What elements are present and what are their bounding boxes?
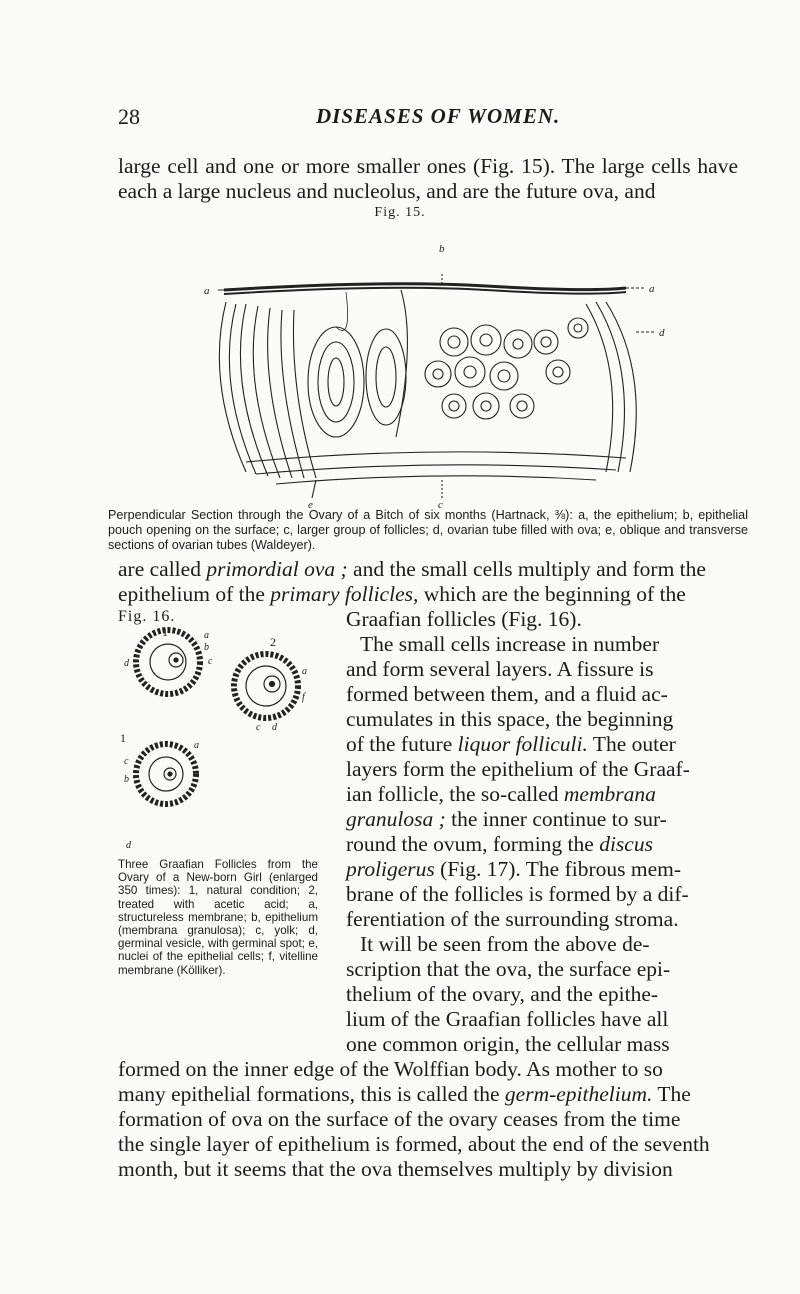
side-line-17 xyxy=(346,1007,668,1032)
paragraph-1: large cell and one or more smaller ones (Fig. 15). The large cells have each a large nucleus and nucleolus, and are the future ova, and xyxy=(118,154,738,203)
fig15-letter-b: b xyxy=(439,243,445,255)
text-run: scription that the ova, the surface epi- xyxy=(346,957,671,981)
fig16-letter-d2: d xyxy=(272,722,277,733)
fig16-letter-d3: d xyxy=(126,840,131,851)
text-run: The xyxy=(652,1082,691,1106)
fig16-number-1b: 1 xyxy=(120,731,126,745)
text-run: lium of the Graafian follicles have all xyxy=(346,1007,669,1031)
text-run: brane of the follicles is formed by a dif- xyxy=(346,882,689,906)
fig16-letter-a2: a xyxy=(302,666,307,677)
side-line-1 xyxy=(346,607,582,632)
side-line-11 xyxy=(346,857,681,882)
side-line-3 xyxy=(346,657,654,682)
fig16-letter-d1: d xyxy=(124,658,129,669)
text-run: ferentiation of the surrounding stroma. xyxy=(346,907,679,931)
text-run: formed between them, and a fluid ac- xyxy=(346,682,668,706)
fig16-letter-b1: b xyxy=(204,642,209,653)
fig16-number-2: 2 xyxy=(270,635,276,649)
italic-term: primary follicles, xyxy=(270,582,419,606)
side-line-13 xyxy=(346,907,679,932)
side-line-5 xyxy=(346,707,673,732)
figure-15-caption: Perpendicular Section through the Ovary of a Bitch of six months (Hartnack, ⅜): a, the epithelium; b, epithelial pouch opening on the surface; c, larger group of follicles; d, ovarian tube filled with ova; e, oblique and transverse sections of ovarian tubes (Waldeyer). xyxy=(108,508,748,552)
side-line-16 xyxy=(346,982,658,1007)
fig15-letter-d: d xyxy=(659,327,665,339)
text-run: thelium of the ovary, and the epithe- xyxy=(346,982,659,1006)
fig15-letter-e: e xyxy=(308,499,313,511)
text-run: It will be seen from the above de- xyxy=(360,932,650,956)
bottom-line-4 xyxy=(118,1132,710,1157)
text-run: which are the beginning of the xyxy=(418,582,686,606)
italic-term: proligerus xyxy=(346,857,435,881)
bottom-line-2 xyxy=(118,1082,691,1107)
side-line-14 xyxy=(360,932,650,957)
bottom-line-5 xyxy=(118,1157,673,1182)
side-line-10 xyxy=(346,832,653,857)
fig16-number-1: 1 xyxy=(162,625,168,639)
figure-16-caption: Three Graafian Follicles from the Ovary of a New-born Girl (enlarged 350 times): 1, natural condition; 2, treated with acetic acid; a, structureless membrane; b, epithelium (membrana granulosa); c, yolk; d, germinal vesicle, with germinal spot; e, nuclei of the epithelial cells; f, vitelline membrane (Kölliker). xyxy=(118,858,318,977)
fig16-letter-b3: b xyxy=(124,774,129,785)
text-run: formed on the inner edge of the Wolffian body. As mother to so xyxy=(118,1057,663,1081)
text-run: the single layer of epithelium is formed, about the end of the seventh xyxy=(118,1132,710,1156)
text-run: and the small cells multiply and form the xyxy=(347,557,706,581)
fig16-letter-c2: c xyxy=(256,722,261,733)
text-run: round the ovum, forming the xyxy=(346,832,600,856)
text-run: are called xyxy=(118,557,207,581)
bottom-line-1 xyxy=(118,1057,663,1082)
side-line-4 xyxy=(346,682,668,707)
page-number: 28 xyxy=(118,104,140,129)
text-run: the inner continue to sur- xyxy=(445,807,667,831)
text-run: (Fig. 17). The fibrous mem- xyxy=(434,857,682,881)
figure-15-ovary-section xyxy=(186,222,676,512)
text-run: The small cells increase in number xyxy=(360,632,660,656)
fig16-letter-a3: a xyxy=(194,740,199,751)
para2-line-2 xyxy=(118,582,686,607)
side-line-7 xyxy=(346,757,690,782)
text-run: cumulates in this space, the beginning xyxy=(346,707,674,731)
fig16-letter-c1: c xyxy=(208,656,213,667)
text-run: layers form the epithelium of the Graaf- xyxy=(346,757,690,781)
text-run: The outer xyxy=(587,732,676,756)
italic-term: germ-epithelium. xyxy=(504,1082,653,1106)
text-run: of the future xyxy=(346,732,458,756)
text-run: ian follicle, the so-called xyxy=(346,782,564,806)
side-line-8 xyxy=(346,782,656,807)
text-run: one common origin, the cellular mass xyxy=(346,1032,670,1056)
figure-16-label: Fig. 16. xyxy=(118,608,176,625)
text-run: month, but it seems that the ova themselves multiply by division xyxy=(118,1157,673,1181)
italic-term: granulosa ; xyxy=(346,807,446,831)
fig16-letter-c3: c xyxy=(124,756,129,767)
italic-term: liquor folliculi. xyxy=(457,732,588,756)
text-run: formation of ova on the surface of the ovary ceases from the time xyxy=(118,1107,681,1131)
side-line-9 xyxy=(346,807,667,832)
fig16-letter-a1: a xyxy=(204,630,209,641)
italic-term: membrana xyxy=(563,782,656,806)
italic-term: discus xyxy=(599,832,653,856)
side-line-15 xyxy=(346,957,670,982)
fig15-letter-a-right: a xyxy=(649,283,655,295)
side-line-2 xyxy=(360,632,659,657)
side-line-6 xyxy=(346,732,676,757)
fig15-letter-c: c xyxy=(438,499,443,511)
italic-term: primordial ova ; xyxy=(206,557,348,581)
side-line-18 xyxy=(346,1032,670,1057)
running-title: DISEASES OF WOMEN. xyxy=(316,104,561,128)
text-run: epithelium of the xyxy=(118,582,271,606)
bottom-line-3 xyxy=(118,1107,680,1132)
text-run: Graafian follicles (Fig. 16). xyxy=(346,607,582,631)
figure-16-graafian-follicles xyxy=(118,624,318,852)
text-run: and form several layers. A fissure is xyxy=(346,657,654,681)
para2-line-1 xyxy=(118,557,706,582)
fig16-letter-f2: f xyxy=(302,692,305,703)
figure-15-label: Fig. 15. xyxy=(374,205,426,220)
text-run: many epithelial formations, this is called the xyxy=(118,1082,505,1106)
fig15-letter-a-left: a xyxy=(204,285,210,297)
side-line-12 xyxy=(346,882,689,907)
